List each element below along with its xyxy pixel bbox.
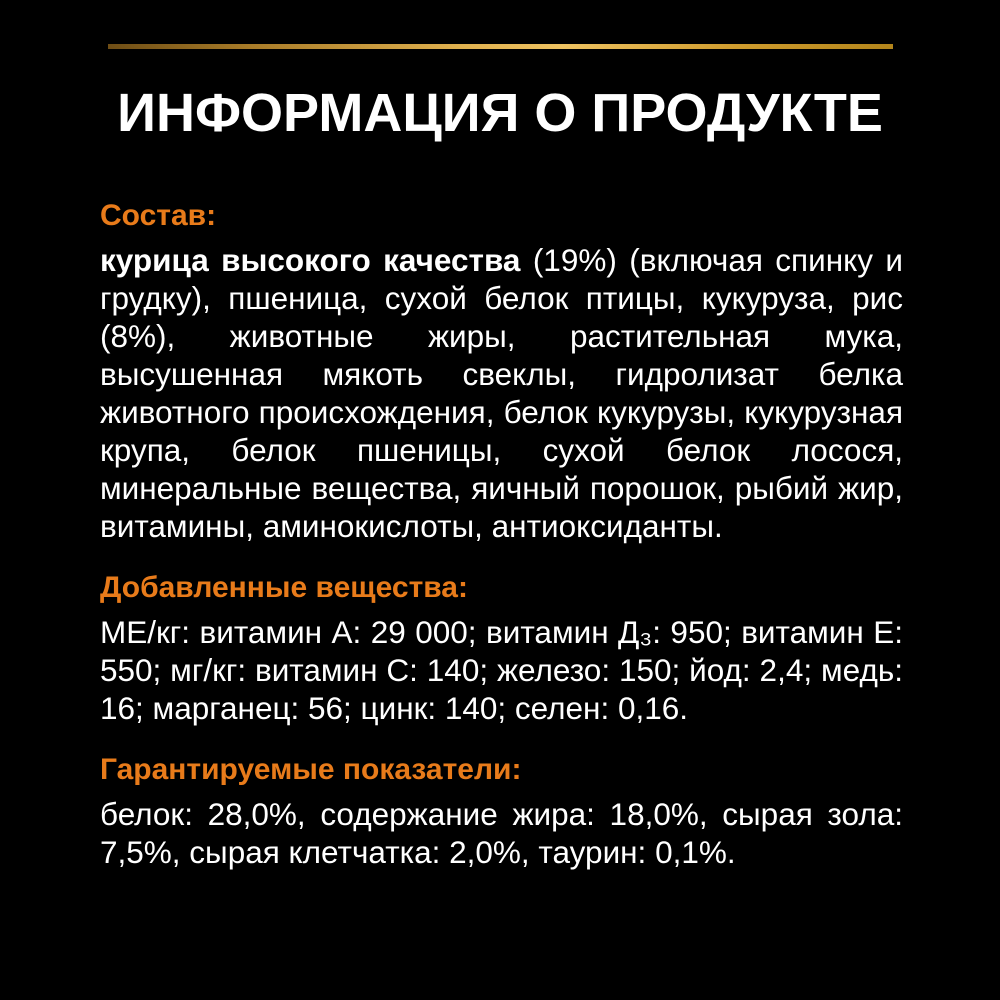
section-additives bbox=[100, 569, 903, 727]
gold-divider-line bbox=[108, 44, 893, 49]
guaranteed-heading: Гарантируемые показатели: bbox=[100, 753, 522, 786]
composition-heading: Состав: bbox=[100, 199, 217, 232]
guaranteed-text: белок: 28,0%, содержание жира: 18,0%, сырая зола: 7,5%, сырая клетчатка: 2,0%, таурин: 0,1%. bbox=[100, 796, 903, 870]
composition-rest-text: (19%) (включая спинку и грудку), пшеница, сухой белок птицы, кукуруза, рис (8%), животные жиры, растительная мука, высушенная мякоть свеклы, гидролизат белка животного происхождения, белок кукурузы, кукурузная крупа, белок пшеницы, сухой белок лосося, минеральные вещества, яичный порошок, рыбий жир, витамины, аминокислоты, антиоксиданты. bbox=[100, 242, 903, 544]
page-title: ИНФОРМАЦИЯ О ПРОДУКТЕ bbox=[117, 83, 883, 143]
additives-heading: Добавленные вещества: bbox=[100, 571, 468, 604]
section-guaranteed-analysis bbox=[100, 751, 903, 871]
section-composition bbox=[100, 197, 903, 545]
additives-text: МЕ/кг: витамин А: 29 000; витамин Д₃: 950; витамин Е: 550; мг/кг: витамин С: 140; железо: 150; йод: 2,4; медь: 16; марганец: 56; цинк: 140; селен: 0,16. bbox=[100, 614, 903, 726]
composition-text bbox=[100, 241, 903, 545]
composition-bold-lead: курица высокого качества bbox=[100, 242, 521, 278]
content-area bbox=[100, 197, 903, 871]
